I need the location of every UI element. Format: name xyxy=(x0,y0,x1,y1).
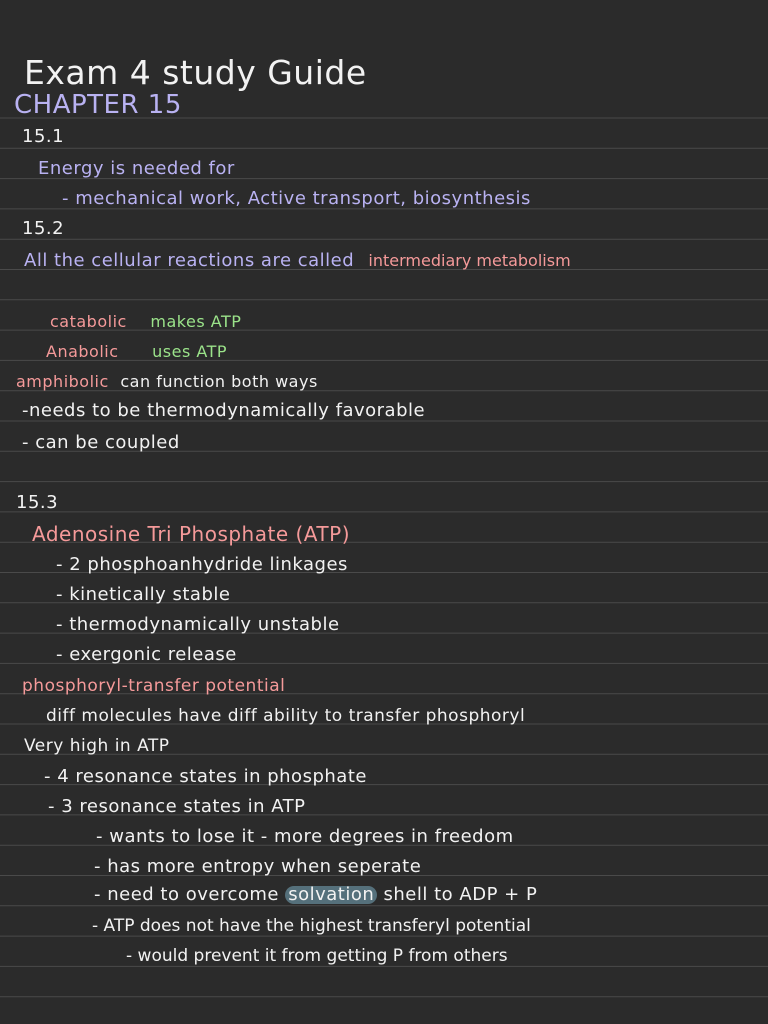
anabolic-line xyxy=(46,344,227,360)
coupled-bullet: - can be coupled xyxy=(22,432,180,453)
cellular-reactions-line xyxy=(24,252,571,270)
resonance-phosphate-line: - 4 resonance states in phosphate xyxy=(44,766,367,787)
anabolic-term: Anabolic xyxy=(46,342,119,361)
highest-transferyl-line: - ATP does not have the highest transferyl potential xyxy=(92,916,531,936)
amphibolic-term: amphibolic xyxy=(16,372,109,391)
energy-uses-line: - mechanical work, Active transport, biosynthesis xyxy=(62,188,531,209)
catabolic-note: makes ATP xyxy=(150,312,242,331)
lose-it-line: - wants to lose it - more degrees in freedom xyxy=(96,826,514,847)
solvation-text-end: shell to ADP + P xyxy=(383,884,538,905)
section-15-3-heading: 15.3 xyxy=(16,492,59,513)
prevent-line: - would prevent it from getting P from others xyxy=(126,946,508,966)
amphibolic-note: can function both ways xyxy=(120,372,318,391)
atp-bullet-4: - exergonic release xyxy=(56,644,237,665)
atp-bullet-3: - thermodynamically unstable xyxy=(56,614,340,635)
favorable-bullet: -needs to be thermodynamically favorable xyxy=(22,400,426,421)
atp-bullet-1: - 2 phosphoanhydride linkages xyxy=(56,554,348,575)
section-15-2-heading: 15.2 xyxy=(22,218,65,239)
atp-bullet-2: - kinetically stable xyxy=(56,584,231,605)
catabolic-term: catabolic xyxy=(50,312,127,331)
solvation-highlight: solvation xyxy=(285,886,377,904)
atp-title: Adenosine Tri Phosphate (ATP) xyxy=(32,522,351,546)
anabolic-note: uses ATP xyxy=(152,342,227,361)
cellular-reactions-text: All the cellular reactions are called xyxy=(24,250,355,271)
resonance-atp-line: - 3 resonance states in ATP xyxy=(48,796,306,817)
intermediary-metabolism-term: intermediary metabolism xyxy=(368,251,571,270)
solvation-text-start: - need to overcome xyxy=(94,884,279,905)
entropy-line: - has more entropy when seperate xyxy=(94,856,422,877)
very-high-line: Very high in ATP xyxy=(24,736,170,756)
amphibolic-line xyxy=(16,374,318,390)
catabolic-line xyxy=(50,314,241,330)
page-title: Exam 4 study Guide xyxy=(24,53,367,92)
section-15-1-heading: 15.1 xyxy=(22,126,65,147)
solvation-line xyxy=(94,886,537,904)
phosphoryl-transfer-title: phosphoryl-transfer potential xyxy=(22,676,286,696)
chapter-heading: CHAPTER 15 xyxy=(14,90,182,120)
energy-needed-line: Energy is needed for xyxy=(38,158,235,179)
phosphoryl-transfer-line: diff molecules have diff ability to transfer phosphoryl xyxy=(46,706,526,726)
